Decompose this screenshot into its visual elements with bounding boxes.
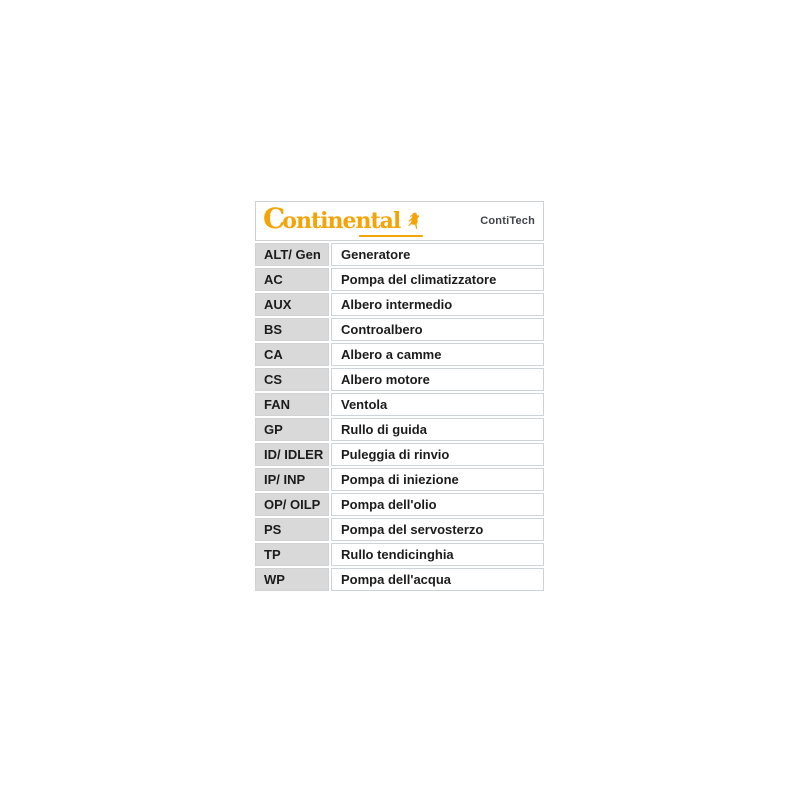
- abbr-cell: ID/ IDLER: [255, 443, 329, 466]
- abbr-cell: TP: [255, 543, 329, 566]
- glossary-table: [255, 243, 544, 591]
- table-row: [255, 443, 544, 466]
- logo-letter-c: C: [263, 202, 283, 235]
- description-cell: Pompa di iniezione: [331, 468, 544, 491]
- abbr-cell: IP/ INP: [255, 468, 329, 491]
- table-row: [255, 493, 544, 516]
- table-row: [255, 468, 544, 491]
- description-cell: Controalbero: [331, 318, 544, 341]
- abbr-cell: WP: [255, 568, 329, 591]
- table-row: [255, 568, 544, 591]
- continental-logo: [263, 202, 419, 237]
- glossary-panel: [255, 201, 544, 591]
- table-row: [255, 268, 544, 291]
- abbr-cell: BS: [255, 318, 329, 341]
- abbr-cell: CA: [255, 343, 329, 366]
- description-cell: Albero a camme: [331, 343, 544, 366]
- description-cell: Albero intermedio: [331, 293, 544, 316]
- abbr-cell: GP: [255, 418, 329, 441]
- description-cell: Rullo di guida: [331, 418, 544, 441]
- abbr-cell: PS: [255, 518, 329, 541]
- table-row: [255, 418, 544, 441]
- logo-underline: [359, 235, 423, 237]
- description-cell: Generatore: [331, 243, 544, 266]
- table-row: [255, 368, 544, 391]
- description-cell: Pompa dell'acqua: [331, 568, 544, 591]
- logo-wordmark: ontinental: [282, 208, 401, 234]
- division-label: ContiTech: [480, 215, 535, 227]
- table-row: [255, 518, 544, 541]
- description-cell: Albero motore: [331, 368, 544, 391]
- table-row: [255, 543, 544, 566]
- rearing-horse-icon: [402, 211, 419, 235]
- abbr-cell: AUX: [255, 293, 329, 316]
- description-cell: Pompa del servosterzo: [331, 518, 544, 541]
- table-row: [255, 343, 544, 366]
- abbr-cell: FAN: [255, 393, 329, 416]
- description-cell: Rullo tendicinghia: [331, 543, 544, 566]
- table-row: [255, 243, 544, 266]
- abbr-cell: AC: [255, 268, 329, 291]
- description-cell: Ventola: [331, 393, 544, 416]
- table-row: [255, 293, 544, 316]
- table-row: [255, 318, 544, 341]
- abbr-cell: CS: [255, 368, 329, 391]
- description-cell: Pompa dell'olio: [331, 493, 544, 516]
- description-cell: Pompa del climatizzatore: [331, 268, 544, 291]
- abbr-cell: ALT/ Gen: [255, 243, 329, 266]
- description-cell: Puleggia di rinvio: [331, 443, 544, 466]
- brand-header: [255, 201, 544, 241]
- table-row: [255, 393, 544, 416]
- abbr-cell: OP/ OILP: [255, 493, 329, 516]
